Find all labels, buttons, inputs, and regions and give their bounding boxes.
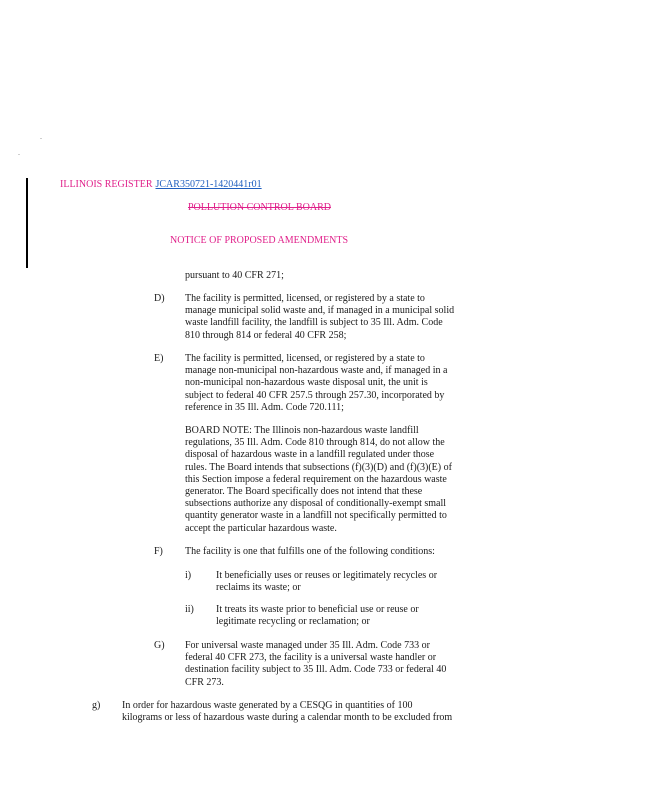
item-g-text: For universal waste managed under 35 Ill. Adm. Code 733 or federal 40 CFR 273, the facility is a universal waste handler or destination facility subject to 35 Ill. Adm. Code 733 or federal 40 CFR 273. (185, 640, 447, 688)
register-label: ILLINOIS REGISTER (60, 179, 153, 190)
register-title (60, 179, 262, 191)
item-d-marker: D) (154, 293, 165, 304)
board-name: POLLUTION CONTROL BOARD (188, 202, 331, 213)
board-note: BOARD NOTE: The Illinois non-hazardous waste landfill regulations, 35 Ill. Adm. Code 810 through 814, do not allow the disposal of hazardous waste in a landfill regulated under those rules. The Board intends that subsections (f)(3)(D) and (f)(3)(E) of this Section impose a federal requirement on the hazardous waste generator. The Board specifically does not intend that these subsections authorize any disposal of conditionally-exempt small quantity generator waste in a landfill not specifically permitted to accept the particular hazardous waste. (185, 425, 452, 534)
change-bar-bottom (26, 213, 28, 268)
change-bar-top (26, 178, 28, 213)
item-d-text: The facility is permitted, licensed, or registered by a state to manage municipal solid waste and, if managed in a municipal solid waste landfill facility, the landfill is subject to 35 Ill. Adm. Code 810 through 814 or federal 40 CFR 258; (185, 293, 455, 341)
item-f-text: The facility is one that fulfills one of the following conditions: (185, 546, 435, 557)
subitem-ii-text: It treats its waste prior to beneficial use or reuse or legitimate recycling or reclamation; or (216, 604, 419, 628)
subitem-i-marker: i) (185, 570, 192, 581)
lead-line: pursuant to 40 CFR 271; (185, 270, 284, 281)
scan-speck (18, 154, 20, 155)
subitem-i-text: It beneficially uses or reuses or legitimately recycles or reclaims its waste; or (216, 570, 438, 594)
scan-speck (40, 138, 42, 139)
item-e-marker: E) (154, 353, 164, 364)
item-f-marker: F) (154, 546, 163, 557)
notice-title: NOTICE OF PROPOSED AMENDMENTS (170, 235, 349, 246)
item-e-text: The facility is permitted, licensed, or registered by a state to manage non-municipal non-hazardous waste and, if managed in a non-municipal non-hazardous waste disposal unit, the unit is subject to federal 40 CFR 257.5 through 257.30, incorporated by reference in 35 Ill. Adm. Code 720.111; (185, 353, 448, 413)
subitem-ii-marker: ii) (185, 604, 194, 615)
register-code-link[interactable]: JCAR350721-1420441r01 (155, 179, 262, 190)
section-g-text: In order for hazardous waste generated by a CESQG in quantities of 100 kilograms or less of hazardous waste during a calendar month to be excluded from (122, 700, 453, 724)
item-g-marker: G) (154, 640, 165, 651)
section-g-marker: g) (92, 700, 101, 711)
